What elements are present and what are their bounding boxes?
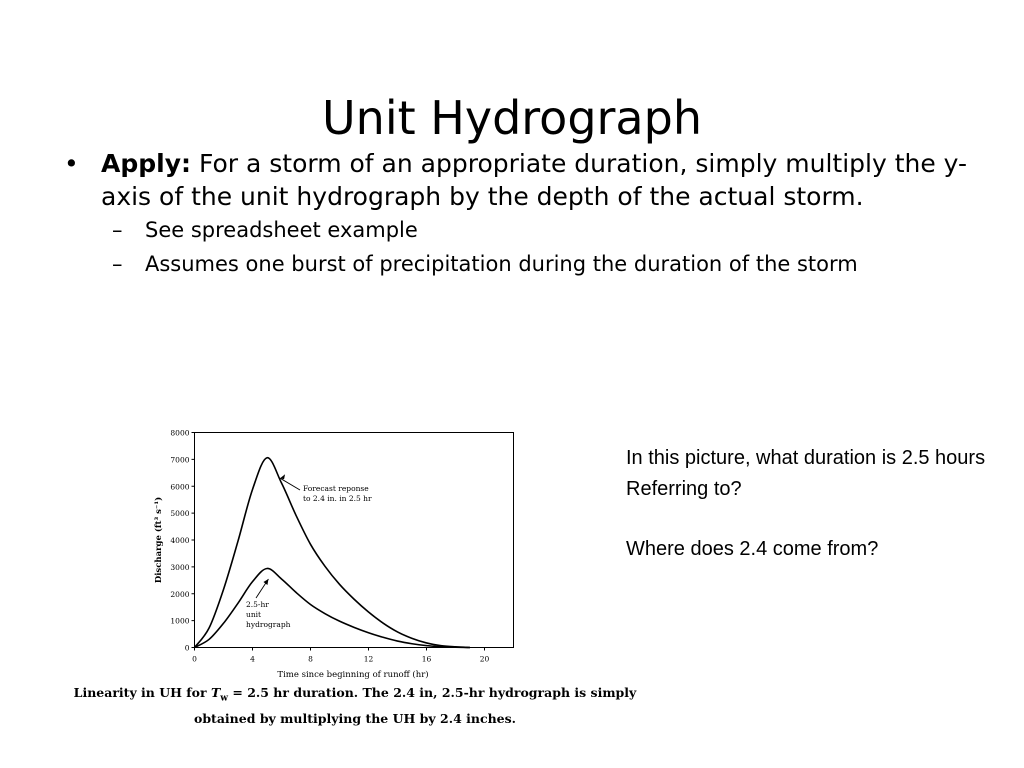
annotation-forecast-response: Forecast reponse to 2.4 in. in 2.5 hr [303,484,372,503]
x-tick-label: 12 [363,654,374,664]
slide-title: Unit Hydrograph [322,90,702,145]
hydrograph-chart [60,420,530,682]
bullet-list [62,147,982,281]
annotation-arrow [280,478,300,490]
sub-bullet-text: See spreadsheet example [145,218,418,242]
caption-line-1: Linearity in UH for $T_w = 2.5$ hr duration. The 2.4 in, 2.5-hr hydrograph is simply [73,685,637,704]
dash-icon: – [112,218,123,242]
sub-bullet-text: Assumes one burst of precipitation during the duration of the storm [145,252,858,276]
bullet-dot-icon: • [64,149,79,178]
question-2: Where does 2.4 come from? [626,538,879,560]
y-tick-label: 1000 [170,616,190,626]
figure-caption [60,683,650,729]
bullet-lead: Apply: [101,149,192,178]
x-tick-label: 8 [308,654,313,664]
x-tick-label: 16 [421,654,432,664]
y-tick-label: 4000 [170,536,190,545]
y-axis-label: Discharge (ft³ s⁻¹) [154,496,164,584]
series-line-unit-hydrograph [195,568,471,647]
x-tick-label: 20 [479,654,490,664]
x-axis-label: Time since beginning of runoff (hr) [277,670,429,680]
y-tick-label: 8000 [170,428,190,438]
dash-icon: – [112,252,123,276]
plot-frame [195,433,514,648]
hydrograph-figure [60,420,637,726]
y-tick-label: 5000 [170,509,190,519]
x-tick-label: 4 [250,654,255,664]
sub-bullet-2 [112,247,982,281]
y-tick-label: 3000 [170,562,190,572]
y-tick-label: 2000 [170,589,190,599]
question-box [626,443,986,565]
y-tick-label: 7000 [170,455,190,465]
sub-bullet-1 [112,213,982,247]
bullet-body [101,147,982,213]
bullet-item-apply [62,147,982,213]
question-1: In this picture, what duration is 2.5 hours Referring to? [626,447,986,500]
annotation-unit-hydrograph: 2.5-hr unit hydrograph [246,600,291,629]
y-tick-label: 6000 [170,482,190,492]
bullet-text: For a storm of an appropriate duration, simply multiply the y-axis of the unit hydrograph by the depth of the actual storm. [101,149,968,211]
x-tick-label: 0 [192,654,197,664]
caption-line-2: obtained by multiplying the UH by 2.4 inches. [193,710,516,726]
y-tick-label: 0 [184,643,190,653]
arrowhead-icon [263,579,268,585]
